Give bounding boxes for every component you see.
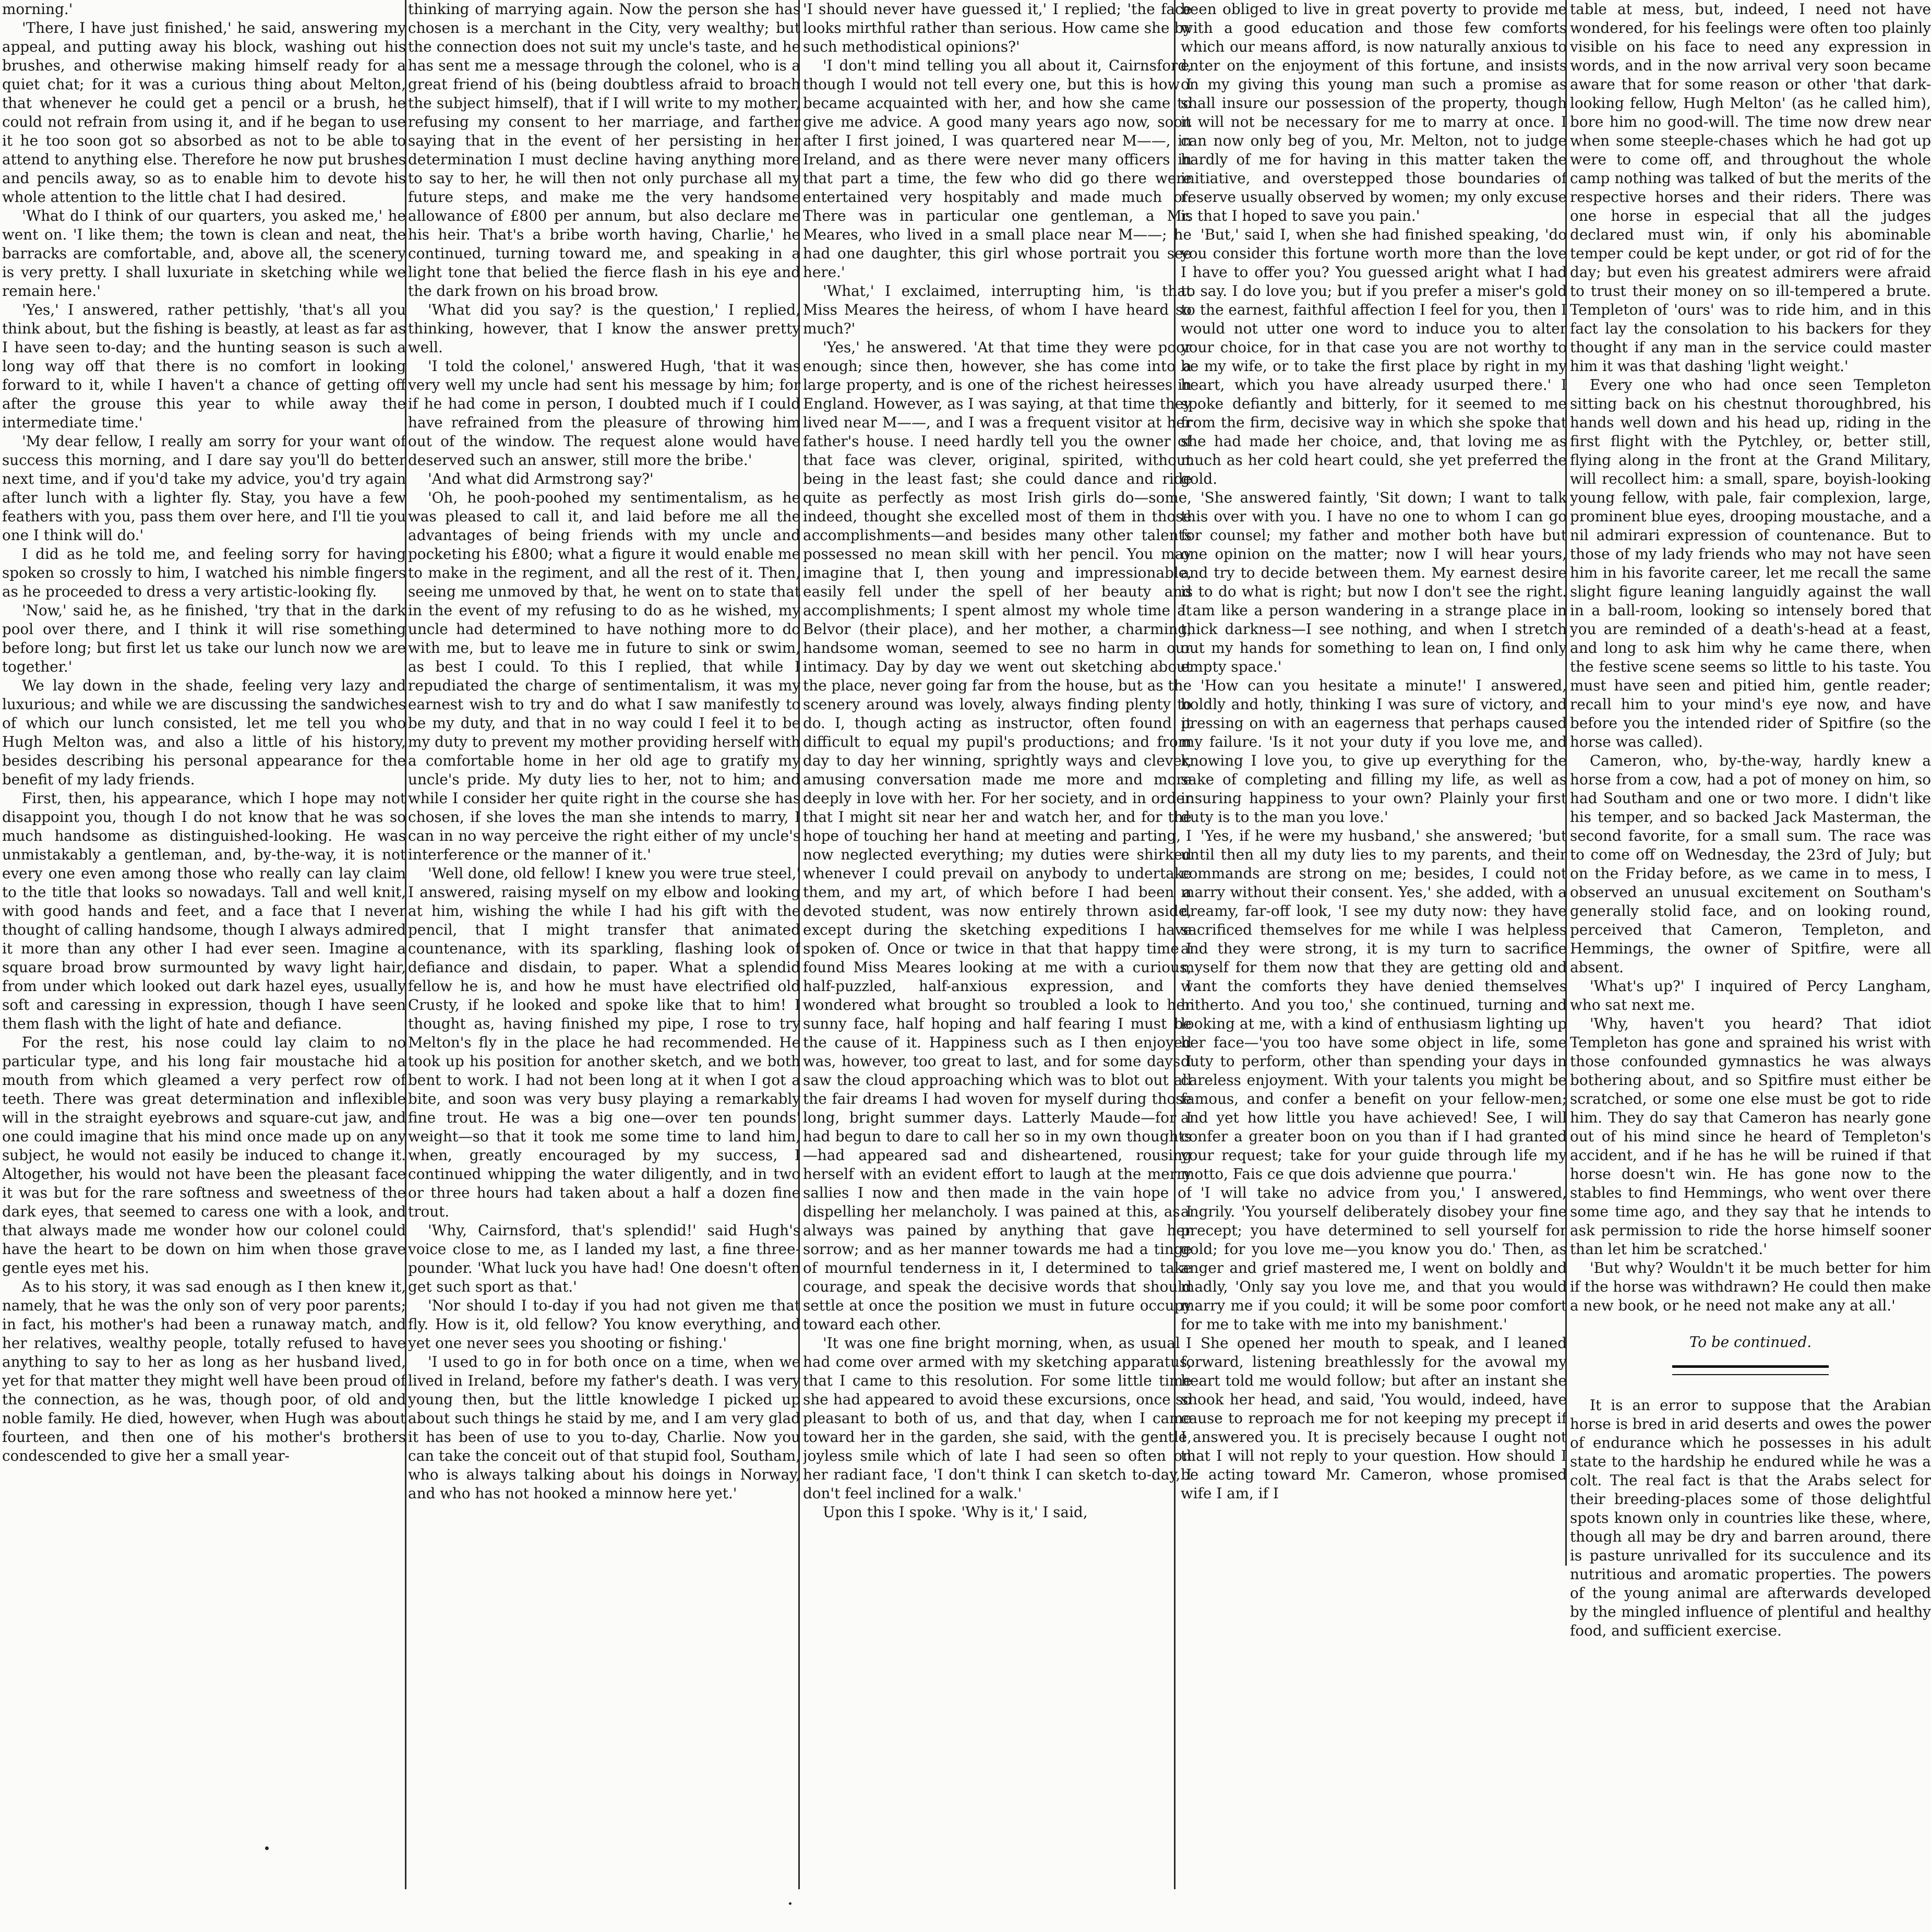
- paragraph: Every one who had once seen Templeton sitting back on his chestnut thoroughbred, his hands well down and his head up, riding in the first flight with the Pytchley, or, better still, flying along in the front at the Grand Military, will recollect him: a small, spare, boyish-looking young fellow, with pale, fair complexion, large, prominent blue eyes, drooping moustache, and a nil admirari expression of countenance. But to those of my lady friends who may not have seen him in his favorite career, let me recall the same slight figure leaning languidly against the wall in a ball-room, looking so intensely bored that you are reminded of a death's-head at a feast, and long to ask him why he came there, when the festive scene seems so little to his taste. You must have seen and pitied him, gentle reader; recall him to your mind's eye now, and have before you the intended rider of Spitfire (so the horse was called).: [1570, 376, 1931, 750]
- paragraph: Upon this I spoke. 'Why is it,' I said,: [823, 1504, 1088, 1521]
- paragraph: 'And what did Armstrong say?': [428, 470, 654, 487]
- text-column-5: [1570, 0, 1931, 1869]
- paragraph: 'Well done, old fellow! I knew you were true steel,' I answered, raising myself on my elbow and looking at him, wishing the while I had his gift with the pencil, that I might transfer that animated countenance, with its sparkling, flashing look of defiance and disdain, to paper. What a splendid fellow he is, and how he must have electrified old Crusty, if he looked and spoke like that to him! I thought as, having finished my pipe, I rose to try Melton's fly in the place he had recommended. He took up his position for another sketch, and we both bent to work. I had not been long at it when I got a bite, and soon was very busy playing a remarkably fine trout. He was a big one—over ten pounds' weight—so that it took me some time to land him, when, greatly encouraged by my success, I continued whipping the water diligently, and in two or three hours had taken about a half a dozen fine trout.: [408, 865, 800, 1220]
- paragraph: 'Nor should I to-day if you had not given me that fly. How is it, old fellow? You know everything, and yet one never sees you shooting or fishing.': [408, 1297, 800, 1352]
- text-column-4: [1181, 0, 1567, 1869]
- paragraph: Cameron, who, by-the-way, hardly knew a horse from a cow, had a pot of money on him, so had Southam and one or two more. I didn't like his temper, and so backed Jack Masterman, the second favorite, for a small sum. The race was to come off on Wednesday, the 23rd of July; but on the Friday before, as we came in to mess, I observed an unusual excitement on Southam's generally stolid face, and on looking round, perceived that Cameron, Templeton, and Hemmings, the owner of Spitfire, were all absent.: [1570, 752, 1931, 976]
- paragraph: 'What,' I exclaimed, interrupting him, 'is that Miss Meares the heiress, of whom I have heard so much?': [803, 282, 1192, 337]
- paragraph: 'There, I have just finished,' he said, answering my appeal, and putting away his block, washing out his brushes, and otherwise making himself ready for a quiet chat; for it was a curious thing about Melton, that whenever he could get a pencil or a brush, he could not refrain from using it, and if he began to use it he too soon got so absorbed as not to be able to attend to anything else. Therefore he now put brushes and pencils away, so as to enable him to devote his whole attention to the little chat I had desired.: [2, 19, 406, 206]
- filler-paragraph: It is an error to suppose that the Arabian horse is bred in arid deserts and owes the power of endurance which he possesses in his adult state to the hardship he endured while he was a colt. The real fact is that the Arabs select for their breeding-places some of those delightful spots known only in countries like these, where, though all may be dry and barren around, there is pasture unrivalled for its succulence and its nutritious and aromatic properties. The powers of the young animal are afterwards developed by the mingled influence of plentiful and healthy food, and sufficient exercise.: [1570, 1397, 1931, 1639]
- paragraph: thinking of marrying again. Now the person she has chosen is a merchant in the City, very wealthy; but the connection does not suit my uncle's taste, and he has sent me a message through the colonel, who is a great friend of his (being doubtless afraid to broach the subject himself), that if I will write to my mother, refusing my consent to her marriage, and farther saying that in the event of her persisting in her determination I must decline having anything more to say to her, he will then not only purchase all my future steps, and make me the very handsome allowance of £800 per annum, but also declare me his heir. That's a bribe worth having, Charlie,' he continued, turning toward me, and speaking in a light tone that belied the fierce flash in his eye and the dark frown on his broad brow.: [408, 1, 800, 300]
- paragraph: 'Why, haven't you heard? That idiot Templeton has gone and sprained his wrist with those confounded gymnastics he was always bothering about, and so Spitfire must either be scratched, or some one else must be got to ride him. They do say that Cameron has nearly gone out of his mind since he heard of Templeton's accident, and if he has he will be ruined if that horse doesn't win. He has gone now to the stables to find Hemmings, who went over there some time ago, and they say that he intends to ask permission to ride the horse himself sooner than let him be scratched.': [1570, 1015, 1931, 1258]
- to-be-continued: To be continued.: [1689, 1333, 1812, 1351]
- paragraph: 'But why? Wouldn't it be much better for him if the horse was withdrawn? He could then make a new book, or he need not make any at all.': [1570, 1259, 1931, 1314]
- paragraph: been obliged to live in great poverty to provide me with a good education and those few comforts which our means afford, is now naturally anxious to enter on the enjoyment of this fortune, and insists on my giving this young man such a promise as shall insure our possession of the property, though it will not be necessary for me to marry at once. I can now only beg of you, Mr. Melton, not to judge hardly of me for having in this matter taken the initiative, and overstepped those boundaries of reserve usually observed by women; my only excuse is that I hoped to save you pain.': [1181, 1, 1567, 224]
- paragraph: 'Oh, he pooh-poohed my sentimentalism, as he was pleased to call it, and laid before me all the advantages of being friends with my uncle and pocketing his £800; what a figure it would enable me to make in the regiment, and all the rest of it. Then, seeing me unmoved by that, he went on to state that in the event of my refusing to do as he wished, my uncle had determined to have nothing more to do with me, but to leave me in future to sink or swim, as best I could. To this I replied, that while I repudiated the charge of sentimentalism, it was my earnest wish to try and do what I saw manifestly to be my duty, and that in no way could I feel it to be my duty to prevent my mother providing herself with a comfortable home in her old age to gratify my uncle's pride. My duty lies to her, not to him; and while I consider her quite right in the course she has chosen, if she loves the man she intends to marry, I can in no way perceive the right either of my uncle's interference or the manner of it.': [408, 489, 800, 863]
- paragraph: 'I should never have guessed it,' I replied; 'the face looks mirthful rather than serious. How came she by such methodistical opinions?': [803, 1, 1192, 55]
- paragraph: 'Yes,' he answered. 'At that time they were poor enough; since then, however, she has come into a large property, and is one of the richest heiresses in England. However, as I was saying, at that time they lived near M——, and I was a frequent visitor at her father's house. I need hardly tell you the owner of that face was clever, original, spirited, without being in the least fast; she could dance and ride quite as perfectly as most Irish girls do—some, indeed, thought she excelled most of them in those accomplishments—and besides many other talents possessed no mean skill with her pencil. You may imagine that I, then young and impressionable, easily fell under the spell of her beauty and accomplishments; I spent almost my whole time at Belvor (their place), and her mother, a charming, handsome woman, seemed to see no harm in our intimacy. Day by day we went out sketching about the place, never going far from the house, but as the scenery around was lovely, always finding plenty to do. I, though acting as instructor, often found it difficult to equal my pupil's productions; and from day to day her winning, sprightly ways and clever, amusing conversation made me more and more deeply in love with her. For her society, and in order that I might sit near her and watch her, and for the hope of touching her hand at meeting and parting, I now neglected everything; my duties were shirked whenever I could prevail on anybody to undertake them, and my art, of which before I had been a devoted student, was now entirely thrown aside, except during the sketching expeditions I have spoken of. Once or twice in that that happy time I found Miss Meares looking at me with a curious, half-puzzled, half-anxious expression, and I wondered what brought so troubled a look to her sunny face, half hoping and half fearing I must be the cause of it. Happiness such as I then enjoyed was, however, too great to last, and for some days I saw the cloud approaching which was to blot out all the fair dreams I had woven for myself during those long, bright summer days. Latterly Maude—for I had begun to dare to call her so in my own thoughts—had appeared sad and disheartened, rousing herself with an evident effort to laugh at the merry sallies I now and then made in the vain hope of dispelling her melancholy. I was pained at this, as I always was pained by anything that gave her sorrow; and as her manner towards me had a tinge of mournful tenderness in it, I determined to take courage, and speak the decisive words that should settle at once the position we must in future occupy toward each other.: [803, 339, 1192, 1333]
- text-column-3: [803, 0, 1192, 1869]
- paragraph: First, then, his appearance, which I hope may not disappoint you, though I do not know that he was so much handsome as distinguished-looking. He was unmistakably a gentleman, and, by-the-way, it is not every one even among those who really can lay claim to the title that looks so nowadays. Tall and well knit, with good hands and feet, and a face that I never thought of calling handsome, though I always admired it more than any other I had ever seen. Imagine a square broad brow surmounted by wavy light hair, from under which looked out dark hazel eyes, usually soft and caressing in expression, though I have seen them flash with the light of hate and defiance.: [2, 790, 406, 1032]
- paragraph: 'But,' said I, when she had finished speaking, 'do you consider this fortune worth more than the love I have to offer you? You guessed aright what I had to say. I do love you; but if you prefer a miser's gold to the earnest, faithful affection I feel for you, then I would not utter one word to induce you to alter your choice, for in that case you are not worthy to be my wife, or to take the first place by right in my heart, which you have already usurped there.' I spoke defiantly and bitterly, for it seemed to me from the firm, decisive way in which she spoke that she had made her choice, and, that loving me as much as her cold heart could, she yet preferred the gold.: [1181, 226, 1567, 487]
- paragraph: morning.': [2, 1, 73, 18]
- print-speck: [265, 1846, 269, 1850]
- paragraph: 'My dear fellow, I really am sorry for your want of success this morning, and I dare say you'll do better next time, and if you'd take my advice, you'd try again after lunch with a lighter fly. Stay, you have a few feathers with you, pass them over here, and I'll tie you one I think will do.': [2, 433, 406, 544]
- paragraph: 'Why, Cairnsford, that's splendid!' said Hugh's voice close to me, as I landed my last, a fine three-pounder. 'What luck you have had! One doesn't often get such sport as that.': [408, 1222, 800, 1295]
- paragraph: 'I will take no advice from you,' I answered, angrily. 'You yourself deliberately disobey your fine precept; you have determined to sell yourself for gold; for you love me—you know you do.' Then, as anger and grief mastered me, I went on boldly and madly, 'Only say you love me, and that you would marry me if you could; it will be some poor comfort for me to take with me into my banishment.': [1181, 1184, 1567, 1333]
- paragraph: She opened her mouth to speak, and I leaned forward, listening breathlessly for the avowal my heart told me would follow; but after an instant she shook her head, and said, 'You would, indeed, have cause to reproach me for not keeping my precept if I answered you. It is precisely because I ought not that I will not reply to your question. How should I be acting toward Mr. Cameron, whose promised wife I am, if I: [1181, 1334, 1567, 1502]
- paragraph: 'I used to go in for both once on a time, when we lived in Ireland, before my father's death. I was very young then, but the little knowledge I picked up about such things he staid by me, and I am very glad it has been of use to you to-day, Charlie. Now you can take the conceit out of that stupid fool, Southam, who is always talking about his doings in Norway, and who has not hooked a minnow here yet.': [408, 1353, 800, 1502]
- paragraph: 'I don't mind telling you all about it, Cairnsford, though I would not tell every one, but this is how I became acquainted with her, and how she came to give me advice. A good many years ago now, soon after I first joined, I was quartered near M——, in Ireland, and as there were never many officers in that part a time, the few who did go there were entertained very hospitably and made much of. There was in particular one gentleman, a Mr. Meares, who lived in a small place near M——; he had one daughter, this girl whose portrait you see here.': [803, 57, 1192, 281]
- paragraph: 'Yes,' I answered, rather pettishly, 'that's all you think about, but the fishing is beastly, at least as far as I have seen to-day; and the hunting season is such a long way off that there is no comfort in looking forward to it, while I haven't a chance of getting off after the grouse this year to while away the intermediate time.': [2, 301, 406, 431]
- text-column-2: [408, 0, 800, 1869]
- text-column-1: [2, 0, 406, 1869]
- paragraph: 'I told the colonel,' answered Hugh, 'that it was very well my uncle had sent his message by him; for if he had come in person, I doubted much if I could have refrained from the pleasure of throwing him out of the window. The request alone would have deserved such an answer, still more the bribe.': [408, 357, 800, 469]
- paragraph: 'How can you hesitate a minute!' I answered, boldly and hotly, thinking I was sure of victory, and pressing on with an eagerness that perhaps caused my failure. 'Is it not your duty if you love me, and knowing I love you, to give up everything for the sake of completing and filling my life, as well as insuring happiness to your own? Plainly your first duty is to the man you love.': [1181, 677, 1567, 826]
- section-divider: [1672, 1365, 1829, 1375]
- paragraph: As to his story, it was sad enough as I then knew it, namely, that he was the only son of very poor parents; in fact, his mother's had been a runaway match, and her relatives, wealthy people, totally refused to have anything to say to her as long as her husband lived, yet for that matter they might well have been proud of the connection, as he was, though poor, of old and noble family. He died, however, when Hugh was about fourteen, and then one of his mother's brothers condescended to give her a small year-: [2, 1278, 406, 1464]
- paragraph: 'Yes, if he were my husband,' she answered; 'but until then all my duty lies to my parents, and their commands are strong on me; besides, I could not marry without their consent. Yes,' she added, with a dreamy, far-off look, 'I see my duty now: they have sacrificed themselves for me while I was helpless and they were strong, it is my turn to sacrifice myself for them now that they are getting old and want the comforts they have denied themselves hitherto. And you too,' she continued, turning and looking at me, with a kind of enthusiasm lighting up her face—'you too have some object in life, some duty to perform, other than spending your days in careless enjoyment. With your talents you might be famous, and confer a benefit on your fellow-men; and yet how little you have achieved! See, I will confer a greater boon on you than if I had granted your request; take for your guide through life my motto, Fais ce que dois advienne que pourra.': [1181, 827, 1567, 1183]
- paragraph: table at mess, but, indeed, I need not have wondered, for his feelings were often too plainly visible on his face to need any expression in words, and in the now arrival very soon became aware that for some reason or other 'that dark-looking fellow, Hugh Melton' (as he called him), bore him no good-will. The time now drew near when some steeple-chases which he had got up were to come off, and throughout the whole camp nothing was talked of but the merits of the respective horses and their riders. There was one horse in especial that all the judges declared must win, if only his abominable temper could be kept under, or got rid of for the day; but even his greatest admirers were afraid to trust their money on so ill-tempered a brute. Templeton of 'ours' was to ride him, and in this fact lay the consolation to his backers for they thought if any man in the service could master him it was that dashing 'light weight.': [1570, 1, 1931, 375]
- print-speck: [789, 1902, 791, 1905]
- paragraph: 'It was one fine bright morning, when, as usual I had come over armed with my sketching apparatus, that I came to this resolution. For some little time she had appeared to avoid these excursions, once so pleasant to both of us, and that day, when I came toward her in the garden, she said, with the gentle, joyless smile which of late I had seen so often on her radiant face, 'I don't think I can sketch to-day, I don't feel inclined for a walk.': [803, 1334, 1192, 1502]
- paragraph: I did as he told me, and feeling sorry for having spoken so crossly to him, I watched his nimble fingers as he proceeded to dress a very artistic-looking fly.: [2, 545, 406, 600]
- paragraph: 'Now,' said he, as he finished, 'try that in the dark pool over there, and I think it will rise something before long; but first let us take our lunch now we are together.': [2, 602, 406, 675]
- paragraph: We lay down in the shade, feeling very lazy and luxurious; and while we are discussing the sandwiches of which our lunch consisted, let me tell you who Hugh Melton was, and also a little of his history, besides describing his personal appearance for the benefit of my lady friends.: [2, 677, 406, 788]
- paragraph: 'What did you say? is the question,' I replied, thinking, however, that I know the answer pretty well.: [408, 301, 800, 356]
- paragraph: 'What do I think of our quarters, you asked me,' he went on. 'I like them; the town is clean and neat, the barracks are comfortable, and, above all, the scenery is very pretty. I shall luxuriate in sketching while we remain here.': [2, 207, 406, 300]
- paragraph: For the rest, his nose could lay claim to no particular type, and his long fair moustache hid a mouth from which gleamed a very perfect row of teeth. There was great determination and inflexible will in the straight eyebrows and square-cut jaw, and one could imagine that his mind once made up on any subject, he would not easily be induced to change it. Altogether, his would not have been the pleasant face it was but for the rare softness and sweetness of the dark eyes, that seemed to caress one with a look, and that always made me wonder how our colonel could have the heart to be down on him when those grave gentle eyes met his.: [2, 1034, 406, 1277]
- paragraph: 'She answered faintly, 'Sit down; I want to talk this over with you. I have no one to whom I can go for counsel; my father and mother both have but one opinion on the matter; now I will hear yours, and try to decide between them. My earnest desire is to do what is right; but now I don't see the right. I am like a person wandering in a strange place in thick darkness—I see nothing, and when I stretch out my hands for something to lean on, I find only empty space.': [1181, 489, 1567, 675]
- paragraph: 'What's up?' I inquired of Percy Langham, who sat next me.: [1570, 977, 1931, 1013]
